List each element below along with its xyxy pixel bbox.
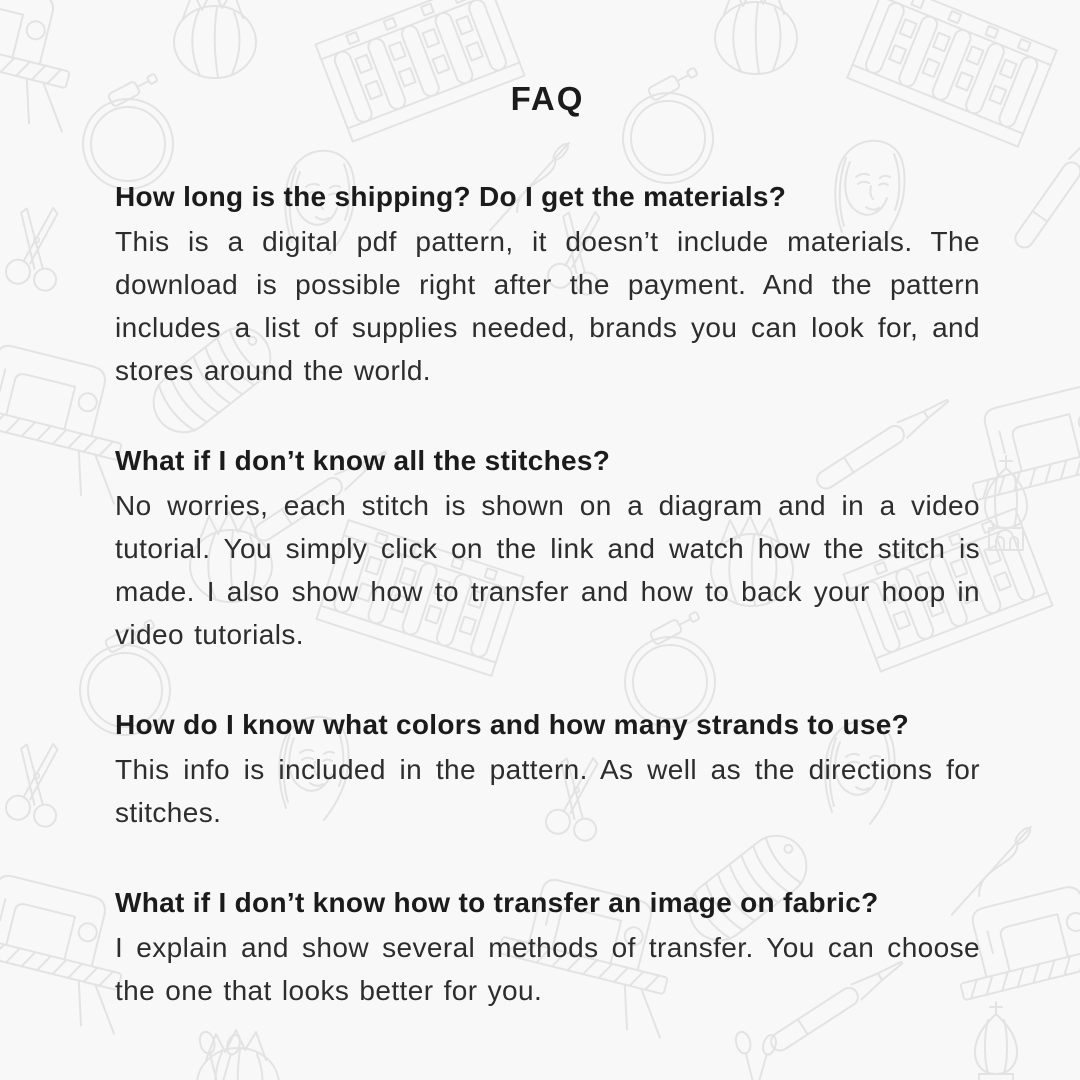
page-title: FAQ <box>510 80 585 117</box>
faq-question: How do I know what colors and how many strands to use? <box>115 709 910 740</box>
faq-item <box>115 703 980 834</box>
faq-question: What if I don’t know how to transfer an image on fabric? <box>115 887 879 918</box>
faq-item <box>115 881 980 1012</box>
faq-answer: No worries, each stitch is shown on a diagram and in a video tutorial. You simply click on the link and watch how the stitch is made. I also show how to transfer and how to back your hoop in video tutorials. <box>115 490 980 650</box>
faq-answer: This is a digital pdf pattern, it doesn’t include materials. The download is possible right after the payment. And the pattern includes a list of supplies needed, brands you can look for, and stores around the world. <box>115 226 980 386</box>
faq-answer: This info is included in the pattern. As well as the directions for stitches. <box>115 754 980 828</box>
faq-answer: I explain and show several methods of transfer. You can choose the one that looks better for you. <box>115 932 980 1006</box>
faq-list <box>115 175 980 1012</box>
faq-item <box>115 439 980 656</box>
faq-question: How long is the shipping? Do I get the materials? <box>115 181 787 212</box>
faq-question: What if I don’t know all the stitches? <box>115 445 611 476</box>
faq-item <box>115 175 980 392</box>
